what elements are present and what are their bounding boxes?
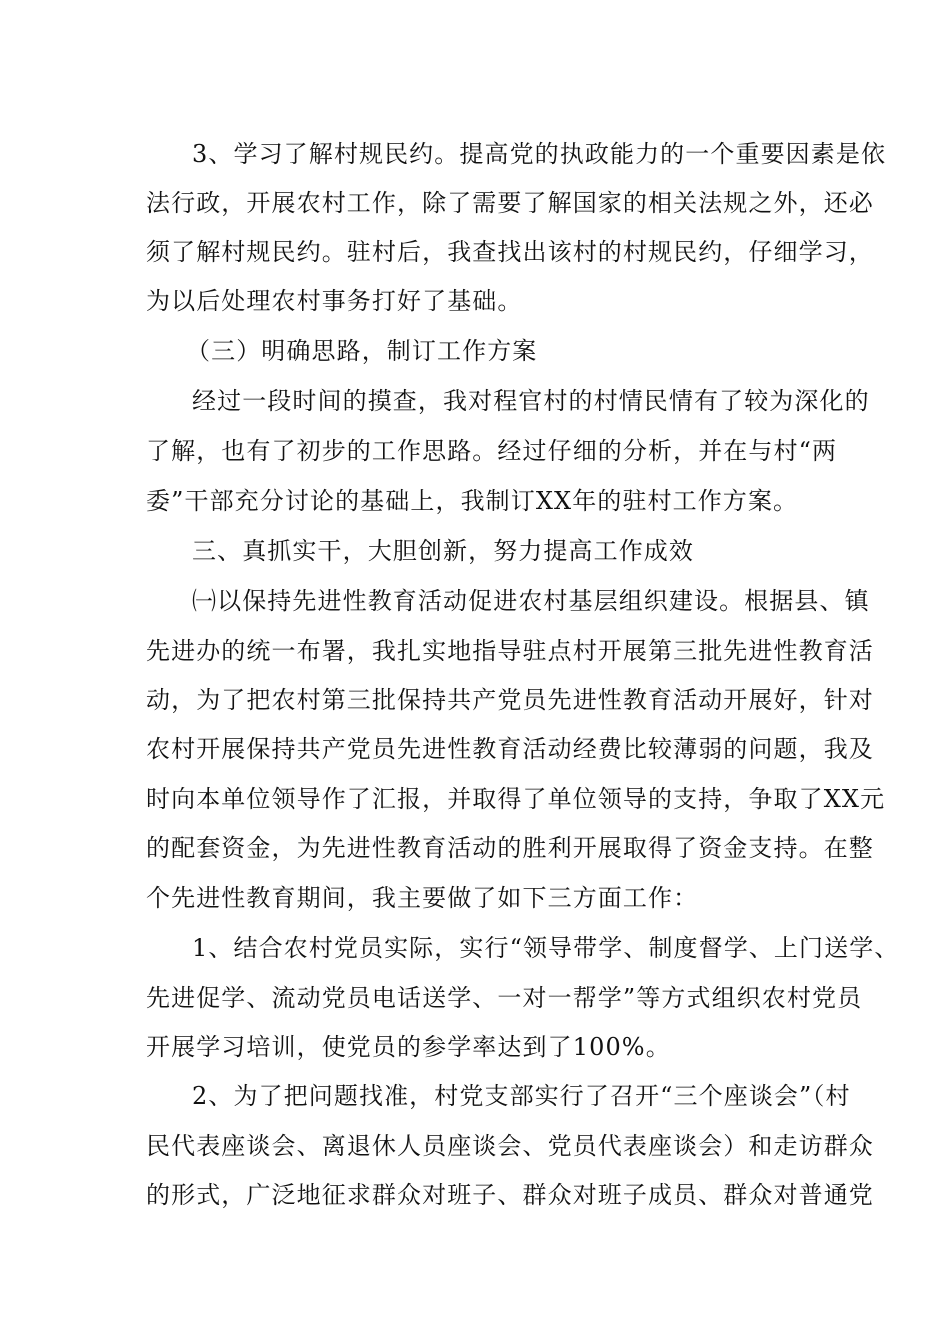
body-line: 先进促学、流动党员电话送学、一对一帮学”等方式组织农村党员 (146, 984, 863, 1012)
body-line: 了解，也有了初步的工作思路。经过仔细的分析，并在与村“两 (146, 437, 838, 465)
body-line: ㈠以保持先进性教育活动促进农村基层组织建设。根据县、镇 (192, 587, 870, 615)
body-line: 的形式，广泛地征求群众对班子、群众对班子成员、群众对普通党 (146, 1181, 874, 1209)
body-line: 经过一段时间的摸查，我对程官村的村情民情有了较为深化的 (192, 387, 870, 415)
body-line: 时向本单位领导作了汇报，并取得了单位领导的支持，争取了XX元 (146, 785, 886, 813)
body-line: 法行政，开展农村工作，除了需要了解国家的相关法规之外，还必 (146, 189, 874, 217)
body-line: 民代表座谈会、离退休人员座谈会、党员代表座谈会）和走访群众 (146, 1132, 874, 1160)
body-line: 农村开展保持共产党员先进性教育活动经费比较薄弱的问题，我及 (146, 735, 874, 763)
body-line: 委”干部充分讨论的基础上，我制订XX年的驻村工作方案。 (146, 487, 799, 515)
body-line: 动，为了把农村第三批保持共产党员先进性教育活动开展好，针对 (146, 686, 874, 714)
body-line: 个先进性教育期间，我主要做了如下三方面工作： (146, 884, 699, 912)
section-heading: （三）明确思路，制订工作方案 (186, 337, 538, 365)
body-line: 先进办的统一布署，我扎实地指导驻点村开展第三批先进性教育活 (146, 637, 874, 665)
body-line: 1、结合农村党员实际，实行“领导带学、制度督学、上门送学、 (192, 934, 900, 962)
section-heading: 三、真抓实干，大胆创新，努力提高工作成效 (192, 537, 694, 565)
body-line: 开展学习培训，使党员的参学率达到了100%。 (146, 1033, 671, 1061)
body-line: 的配套资金，为先进性教育活动的胜利开展取得了资金支持。在整 (146, 834, 874, 862)
body-line: 2、为了把问题找准，村党支部实行了召开“三个座谈会”（村 (192, 1082, 851, 1110)
body-line: 为以后处理农村事务打好了基础。 (146, 287, 523, 315)
body-line: 3、学习了解村规民约。提高党的执政能力的一个重要因素是依 (192, 140, 887, 168)
body-line: 须了解村规民约。驻村后，我查找出该村的村规民约，仔细学习， (146, 238, 874, 266)
